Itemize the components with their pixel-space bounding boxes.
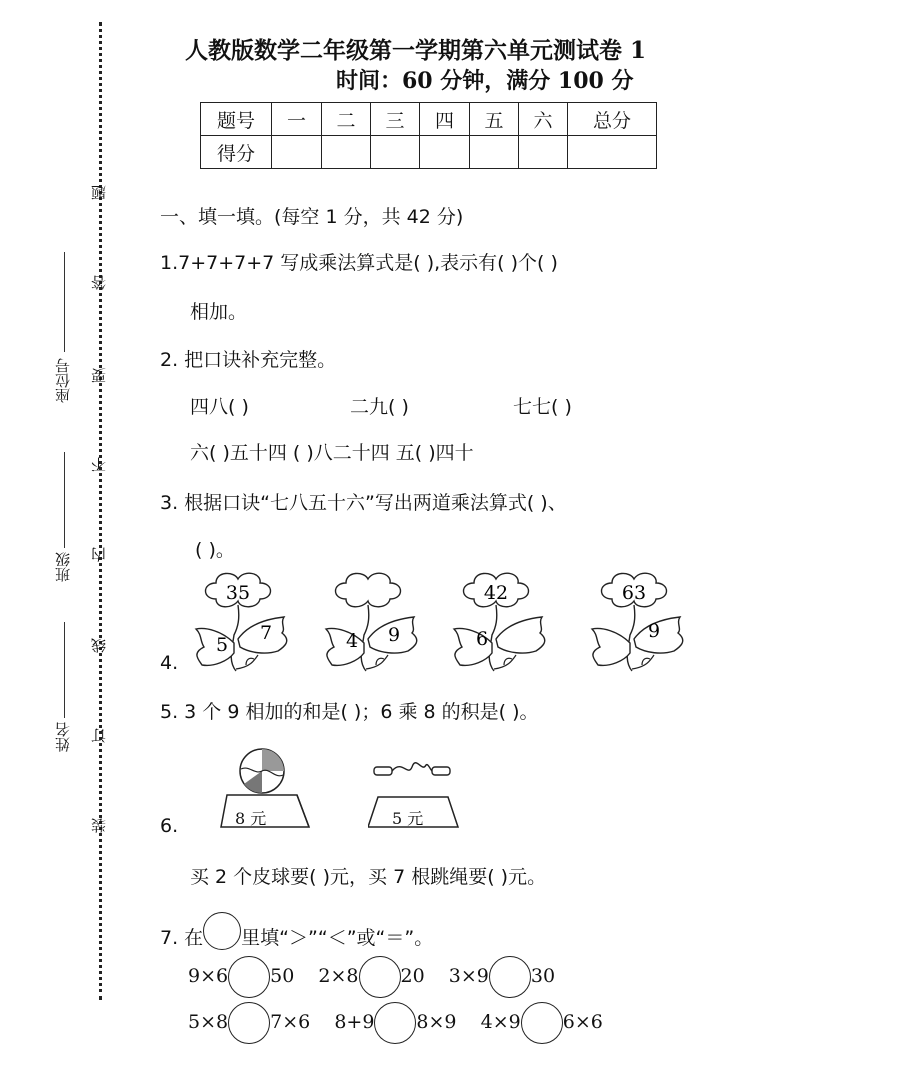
score-cell[interactable] xyxy=(420,136,470,169)
flower-top-number: 35 xyxy=(225,582,251,604)
margin-char: 答 xyxy=(90,275,108,290)
comparison-row-2 xyxy=(188,1002,603,1044)
flower-3 xyxy=(454,573,545,671)
question-2-row-2: 六( )五十四 ( )八二十四 五( )四十 xyxy=(190,442,474,464)
score-cell[interactable] xyxy=(371,136,420,169)
comparison-circle[interactable] xyxy=(228,1002,270,1044)
question-2-item: 四八( ) xyxy=(190,396,249,418)
score-table xyxy=(200,102,657,169)
table-cell: 五 xyxy=(470,103,519,136)
question-7-stem-b: 里填“＞”“＜”或“＝”。 xyxy=(241,927,434,949)
flower-left-number: 5 xyxy=(215,634,229,656)
name-label: 姓名 xyxy=(54,722,72,752)
table-cell: 总分 xyxy=(568,103,657,136)
question-7-stem-a: 7. 在 xyxy=(160,927,204,949)
score-cell[interactable] xyxy=(322,136,371,169)
comparison-right: 6×6 xyxy=(562,1011,603,1033)
score-table-header-row xyxy=(201,103,657,136)
margin-char: 线 xyxy=(90,638,108,653)
table-cell: 一 xyxy=(272,103,322,136)
comparison-left: 4×9 xyxy=(480,1011,521,1033)
score-cell[interactable] xyxy=(272,136,322,169)
class-label: 班级 xyxy=(54,552,72,582)
question-2-stem: 2. 把口诀补充完整。 xyxy=(160,349,337,371)
question-1-line-1: 1.7+7+7+7 写成乘法算式是( ),表示有( )个( ) xyxy=(160,252,558,274)
seat-number-label: 座位号 xyxy=(54,358,72,403)
comparison-right: 50 xyxy=(270,965,295,987)
table-cell: 二 xyxy=(322,103,371,136)
margin-char: 要 xyxy=(90,368,108,383)
table-cell: 题号 xyxy=(201,103,272,136)
comparison-left: 2×8 xyxy=(318,965,359,987)
comparison-row-1 xyxy=(188,956,555,998)
flower-4 xyxy=(592,573,683,671)
question-6-text: 买 2 个皮球要( )元，买 7 根跳绳要( )元。 xyxy=(190,866,547,888)
comparison-left: 5×8 xyxy=(188,1011,229,1033)
question-2-item: 二九( ) xyxy=(350,396,409,418)
flower-top-number: 42 xyxy=(483,582,509,604)
flower-2 xyxy=(326,573,417,671)
flower-diagrams xyxy=(180,565,700,680)
margin-char: 内 xyxy=(90,547,108,562)
table-cell: 三 xyxy=(371,103,420,136)
table-cell: 得分 xyxy=(201,136,272,169)
question-4-label: 4. xyxy=(160,652,179,674)
question-1-line-2: 相加。 xyxy=(190,301,248,323)
section-heading: 一、填一填。(每空 1 分，共 42 分) xyxy=(160,206,464,228)
question-7-stem xyxy=(160,912,433,950)
comparison-right: 8×9 xyxy=(416,1011,457,1033)
flower-right-number: 9 xyxy=(647,620,661,642)
comparison-right: 20 xyxy=(400,965,425,987)
question-5: 5. 3 个 9 相加的和是( )；6 乘 8 的积是( )。 xyxy=(160,701,539,723)
rope-handle-icon xyxy=(374,767,392,775)
class-line xyxy=(64,452,65,548)
name-line xyxy=(64,622,65,718)
flower-right-number: 7 xyxy=(259,622,273,644)
comparison-circle[interactable] xyxy=(228,956,270,998)
flower-left-number: 6 xyxy=(475,628,489,650)
page-subtitle: 时间：60 分钟，满分 100 分 xyxy=(336,68,634,94)
ball-price: 8 元 xyxy=(235,809,267,828)
comparison-left: 9×6 xyxy=(188,965,229,987)
comparison-left: 8+9 xyxy=(334,1011,375,1033)
score-table-score-row xyxy=(201,136,657,169)
seat-number-line xyxy=(64,252,65,352)
comparison-right: 30 xyxy=(530,965,556,987)
page-title: 人教版数学二年级第一学期第六单元测试卷 1 xyxy=(185,37,647,64)
comparison-circle[interactable] xyxy=(374,1002,416,1044)
binding-dotted-line xyxy=(99,22,102,1000)
comparison-right: 7×6 xyxy=(270,1011,311,1033)
rope-price: 5 元 xyxy=(392,809,424,828)
comparison-left: 3×9 xyxy=(448,965,489,987)
comparison-circle[interactable] xyxy=(489,956,531,998)
question-3-line-2: ( )。 xyxy=(195,539,235,561)
comparison-circle[interactable] xyxy=(359,956,401,998)
table-cell: 六 xyxy=(519,103,568,136)
comparison-circle[interactable] xyxy=(521,1002,563,1044)
flower-left-number: 4 xyxy=(345,630,359,652)
question-6-label: 6. xyxy=(160,815,179,837)
margin-char: 订 xyxy=(90,728,108,743)
table-cell: 四 xyxy=(420,103,470,136)
score-cell[interactable] xyxy=(568,136,657,169)
flower-1 xyxy=(196,573,287,671)
question-3-line-1: 3. 根据口诀“七八五十六”写出两道乘法算式( )、 xyxy=(160,492,567,514)
score-cell[interactable] xyxy=(470,136,519,169)
rope-handle-icon xyxy=(432,767,450,775)
margin-char: 装 xyxy=(90,818,108,833)
margin-char: 不 xyxy=(90,457,108,472)
flower-top-number: 63 xyxy=(621,582,647,604)
margin-char: 题 xyxy=(90,185,108,200)
flower-right-number: 9 xyxy=(387,624,401,646)
question-2-item: 七七( ) xyxy=(513,396,572,418)
score-cell[interactable] xyxy=(519,136,568,169)
circle-symbol xyxy=(203,912,241,950)
